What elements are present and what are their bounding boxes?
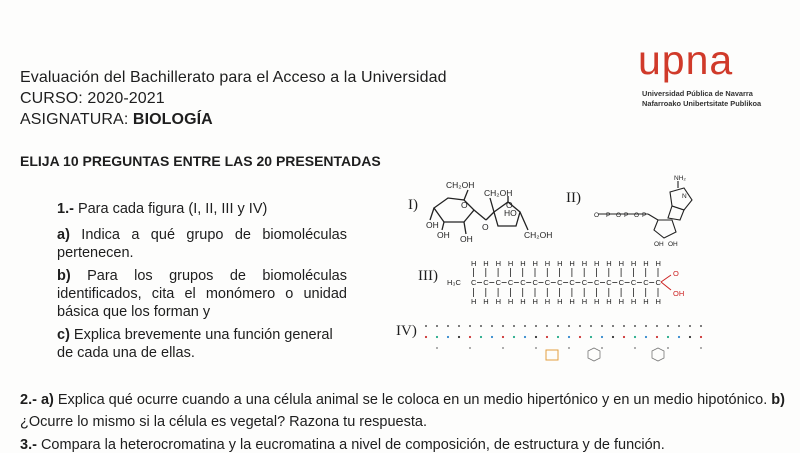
- fig1-group-1: CH₂OH: [446, 180, 475, 190]
- fig3-hydrogen: H: [495, 259, 502, 268]
- fig1-group-4: OH: [426, 220, 439, 230]
- fig4-backbone-atom: [480, 336, 482, 338]
- fig4-side-atom: [535, 347, 537, 349]
- figure-label-1: I): [408, 197, 418, 213]
- fig3-hydrogen: H: [618, 297, 625, 306]
- upna-logo: upna: [638, 37, 734, 83]
- figure-label-2: II): [566, 190, 581, 206]
- fig3-hydrogen: H: [618, 259, 625, 268]
- fig3-carbon: C: [569, 278, 575, 287]
- fig4-atom-top: [447, 325, 449, 327]
- fig4-atom-top: [502, 325, 504, 327]
- question-2b-text: ¿Ocurre lo mismo si la célula es vegetal? Razona tu respuesta.: [20, 414, 427, 430]
- fig3-hydrogen: H: [495, 297, 502, 306]
- fig4-atom-top: [689, 325, 691, 327]
- fig4-atom-top: [590, 325, 592, 327]
- fig3-carbon: C: [544, 278, 551, 287]
- fig4-side-atom: [601, 347, 603, 349]
- fig4-atom-top: [535, 325, 537, 327]
- phenyl-ring-2: [652, 348, 664, 361]
- fig3-hydrogen: H: [594, 297, 600, 306]
- fig4-atom-top: [601, 325, 603, 327]
- side-chain-box: [546, 350, 558, 360]
- fig4-backbone-atom: [491, 336, 493, 338]
- fig2-p-1: P: [606, 212, 611, 219]
- fig3-carbon: C: [507, 278, 514, 287]
- fig3-carbon: C: [520, 278, 526, 287]
- fig3-hydrogen: H: [557, 297, 563, 306]
- fig3-hydrogen: H: [655, 297, 661, 306]
- fig3-hydrogen: H: [532, 259, 538, 268]
- figure-label-4: IV): [396, 323, 417, 339]
- fig4-atom-top: [425, 325, 427, 327]
- fig4-atom-top: [513, 325, 515, 327]
- fig3-hydrogen: H: [581, 297, 588, 306]
- fig4-backbone-atom: [425, 336, 427, 338]
- question-1-number: 1.-: [57, 201, 74, 217]
- fig4-atom-top: [623, 325, 625, 327]
- fig3-hydrogen: H: [606, 259, 612, 268]
- fig4-atom-top: [491, 325, 493, 327]
- exam-subject: [20, 111, 213, 129]
- fig2-nh2: NH₂: [674, 175, 686, 182]
- fig4-side-atom: [502, 347, 504, 349]
- fig3-hydrogen: H: [507, 297, 514, 306]
- fig4-atom-top: [524, 325, 526, 327]
- fig3-hydrogen: H: [655, 259, 661, 268]
- fig3-hydrogen: H: [483, 297, 489, 306]
- fig3-hydrogen: H: [581, 259, 588, 268]
- fig4-backbone-atom: [513, 336, 515, 338]
- figure-1-disaccharide: [420, 178, 555, 248]
- fig1-bridge-o: O: [482, 222, 489, 232]
- fig3-carbon: C: [606, 278, 612, 287]
- fig3-hydrogen: H: [471, 297, 477, 306]
- fig4-side-atom: [568, 347, 570, 349]
- logo-university-name-basque: Nafarroako Unibertsitate Publikoa: [642, 99, 762, 108]
- fig4-backbone-atom: [469, 336, 471, 338]
- fig3-hydrogen: H: [532, 297, 538, 306]
- fig4-backbone-atom: [656, 336, 658, 338]
- fig4-backbone-atom: [667, 336, 669, 338]
- question-1b: [57, 267, 347, 321]
- fig4-backbone-atom: [524, 336, 526, 338]
- fig4-atom-top: [700, 325, 702, 327]
- fig3-hydrogen: H: [507, 259, 514, 268]
- fig4-side-atom: [436, 347, 438, 349]
- fig4-backbone-atom: [535, 336, 537, 338]
- fig4-backbone-atom: [601, 336, 603, 338]
- fig3-carbon: C: [532, 278, 538, 287]
- question-2: [20, 389, 785, 433]
- logo-university-name: Universidad Pública de Navarra: [642, 89, 753, 98]
- question-3-text: Compara la heterocromatina y la eucromatina a nivel de composición, de estructura y de función.: [36, 437, 665, 453]
- fig4-atom-top: [634, 325, 636, 327]
- figure-4-peptide: [420, 318, 720, 368]
- fig3-carbon: C: [643, 278, 649, 287]
- figure-2-nucleotide: [588, 174, 698, 246]
- fig3-carbon: C: [618, 278, 625, 287]
- question-1c-label: c): [57, 327, 70, 343]
- figure-3-fatty-acid: [445, 258, 705, 306]
- question-1a: [57, 226, 347, 262]
- fig3-hydrogen: H: [569, 259, 575, 268]
- fig4-backbone-atom: [678, 336, 680, 338]
- fig1-group-3: HO: [504, 208, 517, 218]
- fig3-hydrogen: H: [630, 297, 637, 306]
- fig4-backbone-atom: [436, 336, 438, 338]
- fig3-hydrogen: H: [630, 259, 637, 268]
- fig2-o-2: O: [616, 212, 622, 219]
- fig4-atom-top: [469, 325, 471, 327]
- question-1a-text: Indica a qué grupo de biomoléculas pertenecen.: [57, 227, 347, 261]
- question-1-intro-text: Para cada figura (I, II, III y IV): [73, 201, 268, 217]
- fig3-carboxyl-oh: OH: [673, 289, 685, 298]
- fig1-group-7: CH₂OH: [524, 230, 553, 240]
- fig3-methyl: H₃C: [447, 278, 461, 287]
- fig3-hydrogen: H: [544, 259, 551, 268]
- fig3-hydrogen: H: [520, 259, 526, 268]
- figure-label-3: III): [418, 268, 438, 284]
- question-1c: [57, 326, 347, 362]
- fig4-backbone-atom: [645, 336, 647, 338]
- fig4-backbone-atom: [634, 336, 636, 338]
- fig2-n: N: [682, 193, 687, 200]
- fig1-ring-o-2: O: [506, 200, 513, 210]
- fig2-p-3: P: [642, 212, 647, 219]
- fig3-carboxyl-o: O: [673, 269, 679, 278]
- fig4-side-atom: [469, 347, 471, 349]
- exam-header-title: Evaluación del Bachillerato para el Acceso a la Universidad: [20, 69, 447, 86]
- question-2a-text: Explica qué ocurre cuando a una célula animal se le coloca en un medio hipertónico y en un medio hipotónico.: [53, 392, 768, 408]
- fig4-atom-top: [546, 325, 548, 327]
- fig4-backbone-atom: [700, 336, 702, 338]
- adenine-ring-b: [668, 206, 684, 220]
- question-1-intro: [57, 200, 347, 218]
- fig2-oh-1: OH: [654, 241, 664, 246]
- fig2-oh-2: OH: [668, 241, 678, 246]
- fig3-carbon: C: [483, 278, 489, 287]
- fig3-hydrogen: H: [643, 259, 649, 268]
- fig3-hydrogen: H: [544, 297, 551, 306]
- fig3-hydrogen: H: [594, 259, 600, 268]
- fig4-atom-top: [579, 325, 581, 327]
- fig3-hydrogen: H: [643, 297, 649, 306]
- fig3-carbon: C: [495, 278, 502, 287]
- fig4-atom-top: [480, 325, 482, 327]
- fig3-hydrogen: H: [606, 297, 612, 306]
- question-1a-label: a): [57, 227, 70, 243]
- fig4-atom-top: [678, 325, 680, 327]
- fig4-atom-top: [436, 325, 438, 327]
- question-1c-text: Explica brevemente una función general de cada una de ellas.: [57, 327, 333, 361]
- fig4-backbone-atom: [590, 336, 592, 338]
- fig3-hydrogen: H: [569, 297, 575, 306]
- ribose-ring: [654, 220, 676, 238]
- fig1-group-2: CH₂OH: [484, 188, 513, 198]
- question-2a-label: a): [40, 392, 54, 408]
- fig4-side-atom: [634, 347, 636, 349]
- fig3-carbon: C: [581, 278, 588, 287]
- fig4-backbone-atom: [568, 336, 570, 338]
- fig4-atom-top: [667, 325, 669, 327]
- phenyl-ring-1: [588, 348, 600, 361]
- fig4-atom-top: [612, 325, 614, 327]
- fig4-side-atom: [667, 347, 669, 349]
- fig4-backbone-atom: [623, 336, 625, 338]
- fig4-atom-top: [645, 325, 647, 327]
- subject-name: BIOLOGÍA: [132, 111, 213, 128]
- fig3-carbon: C: [471, 278, 477, 287]
- fig2-o-3: O: [634, 212, 640, 219]
- question-3-number: 3.-: [20, 437, 37, 453]
- fig4-atom-top: [557, 325, 559, 327]
- fig2-o-1: O: [594, 212, 600, 219]
- question-1b-label: b): [57, 268, 71, 284]
- fig3-hydrogen: H: [483, 259, 489, 268]
- fig4-backbone-atom: [458, 336, 460, 338]
- fig4-atom-top: [656, 325, 658, 327]
- subject-prefix: ASIGNATURA:: [20, 111, 133, 128]
- fig3-hydrogen: H: [557, 259, 563, 268]
- question-3: [20, 437, 665, 453]
- instructions-heading: ELIJA 10 PREGUNTAS ENTRE LAS 20 PRESENTADAS: [20, 153, 381, 169]
- fig3-carbon: C: [594, 278, 600, 287]
- glucose-ring: [434, 198, 474, 222]
- fig4-backbone-atom: [546, 336, 548, 338]
- fig4-backbone-atom: [689, 336, 691, 338]
- fig4-atom-top: [568, 325, 570, 327]
- fig3-carbon: C: [557, 278, 563, 287]
- fig3-hydrogen: H: [471, 259, 477, 268]
- fig1-group-6: OH: [460, 234, 473, 244]
- fig4-backbone-atom: [447, 336, 449, 338]
- fig3-carbon: C: [655, 278, 661, 287]
- fig4-backbone-atom: [502, 336, 504, 338]
- fig4-backbone-atom: [579, 336, 581, 338]
- fig2-p-2: P: [624, 212, 629, 219]
- question-2-number: 2.-: [20, 392, 37, 408]
- question-2b-label: b): [771, 392, 785, 408]
- fig1-ring-o-1: O: [461, 200, 468, 210]
- fig4-backbone-atom: [557, 336, 559, 338]
- fig3-carbon: C: [630, 278, 637, 287]
- fig1-group-5: OH: [437, 230, 450, 240]
- fig4-side-atom: [700, 347, 702, 349]
- exam-course: CURSO: 2020-2021: [20, 90, 165, 107]
- fig4-atom-top: [458, 325, 460, 327]
- question-1b-text: Para los grupos de biomoléculas identificados, cita el monómero o unidad básica que los forman y: [57, 268, 347, 320]
- fig3-hydrogen: H: [520, 297, 526, 306]
- fig4-backbone-atom: [612, 336, 614, 338]
